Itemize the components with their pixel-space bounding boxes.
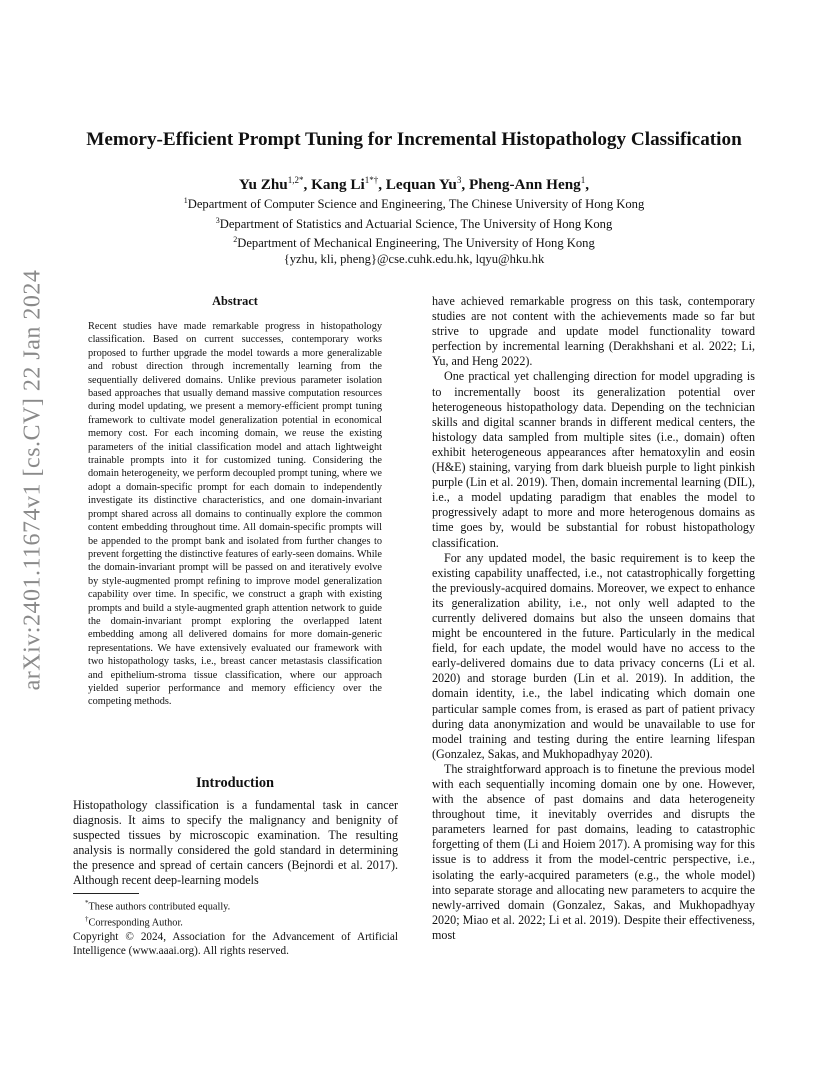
affiliation: $^1$Department of Computer Science and Engineering, The Chinese University of Hong Kong: [183, 196, 645, 212]
right-column-body: [432, 294, 755, 943]
abstract-heading: Abstract: [212, 294, 258, 308]
footnotes: [73, 897, 398, 958]
body-paragraph: have achieved remarkable progress on this task, contemporary studies are not content with the achievements made so far but strive to upgrade and update model functionality toward perfection by incremental learning (Derakhshani et al. 2022; Li, Yu, and Heng 2022).: [432, 294, 755, 369]
body-paragraph: For any updated model, the basic requirement is to keep the existing capability unaffected, i.e., not catastrophically forgetting the previously-acquired domains. Moreover, we expect to enhance its generalization ability, i.e., not only well adapted to the currently delivered domains but also the unseen domains that might be encountered in the future. Particularly in the medical field, for each update, the model would have no access to the early-delivered domains due to data privacy concerns (Li et al. 2020) and storage burden (Lin et al. 2019). In addition, the domain identity, i.e., the label indicating which domain one particular sample comes from, is erased as part of patient privacy during data anonymization and would be unavailable to use for model training and testing during the entire learning lifespan (Gonzalez, Sakas, and Mukhopadhyay 2020).: [432, 550, 755, 761]
introduction-heading: Introduction: [195, 775, 275, 791]
author: Lequan Yu$^3$,: [385, 175, 469, 194]
affiliation: $^2$Department of Mechanical Engineering, The University of Hong Kong: [233, 235, 595, 251]
footnote-rule: [73, 893, 139, 894]
author: Pheng-Ann Heng$^1$,: [468, 175, 590, 194]
body-paragraph: The straightforward approach is to finetune the previous model with each sequentially incoming domain one by one. However, with the absence of past domains and data heterogeneity throughout time, it inevitably overrides and disrupts the parameters learned for past domains, leading to catastrophic forgetting of them (Li and Hoiem 2017). A promising way for this issue is to address it from the model-centric perspective, i.e., isolating the early-acquired parameters (e.g., the whole model) into separate storage and allocating new parameters to acquire the newly-arrived domain (Gonzalez, Sakas, and Mukhopadhyay 2020; Miao et al. 2022; Li et al. 2019). Despite their effectiveness, most: [432, 761, 755, 942]
arxiv-identifier: arXiv:2401.11674v1 [cs.CV] 22 Jan 2024: [19, 269, 46, 691]
copyright-notice: Copyright © 2024, Association for the Advancement of Artificial Intelligence (www.aaai.org). All rights reserved.: [73, 930, 398, 957]
left-column-body: [73, 798, 398, 889]
paper-title: Memory-Efficient Prompt Tuning for Incremental Histopathology Classification: [86, 129, 742, 150]
author: Kang $Li^{1*\dagger}$,: [311, 175, 386, 194]
footnote: †Corresponding Author.: [85, 915, 183, 929]
author-list: [60, 170, 768, 195]
author-emails: {yzhu, kli, pheng}@cse.cuhk.edu.hk, lqyu@hku.hk: [283, 252, 545, 267]
footnote: *These authors contributed equally.: [85, 899, 231, 913]
body-paragraph: One practical yet challenging direction for model upgrading is to incrementally boost its generalization potential over heterogeneous histopathology data. Depending on the technician skills and digital scanner brands in different medical centers, the histology data sampled from multiple sites (i.e., domain) often exhibit heterogeneous appearances after hematoxylin and eosin (H&E) staining, varying from dark blueish purple to light pinkish purple (Lin et al. 2019). Then, domain incremental learning (DIL), i.e., a model updating paradigm that enables the model to progressively adapt to more and more heterogenous domains as time goes by, would be substantial for robust histopathology classification.: [432, 369, 755, 550]
abstract-text: Recent studies have made remarkable progress in histopathology classification. Based on current successes, contemporary works proposed to further upgrade the model towards a more generalizable and robust direction through incrementally learning from the sequentially delivered domains. Unlike previous parameter isolation based approaches that usually demand massive computation resources during model updating, we present a memory-efficient prompt tuning framework to cultivate model generalization potential in economical memory cost. For each incoming domain, we reuse the existing parameters of the initial classification model and attach lightweight trainable prompts into it for customized tuning. Considering the domain heterogeneity, we perform decoupled prompt tuning, where we adopt a domain-specific prompt for each domain to independently investigate its distinctive characteristics, and one domain-invariant prompt shared across all domains to continually explore the common content embedding throughout time. All domain-specific prompts will be appended to the prompt bank and isolated from further changes to prevent forgetting the distinctive features of early-seen domains. While the domain-invariant prompt will be passed on and iteratively evolve by style-augmented prompt refining to improve model generalization capability over time. In specific, we construct a graph with existing prompts and build a style-augmented graph attention network to guide the domain-invariant prompt exploring the overlapped latent embedding among all delivered domains for more domain-generic representations. We have extensively evaluated our framework with two histopathology tasks, i.e., breast cancer metastasis classification and epithelium-stroma tissue classification, where our approach yielded superior performance and memory efficiency over the competing methods.: [88, 321, 382, 708]
affiliation-block: [60, 193, 768, 268]
arxiv-sidebar-stamp: [19, 269, 46, 691]
intro-paragraph: Histopathology classification is a fundamental task in cancer diagnosis. It aims to specify the malignancy and benignity of suspected tissues by microscopic examination. The resulting analysis is normally considered the gold standard in determining the presence and spread of certain cancers (Bejnordi et al. 2017). Although recent deep-learning models: [73, 798, 398, 888]
author: Yu Zhu$^{1,2*}$,: [238, 175, 312, 194]
affiliation: $^3$Department of Statistics and Actuarial Science, The University of Hong Kong: [215, 215, 613, 231]
